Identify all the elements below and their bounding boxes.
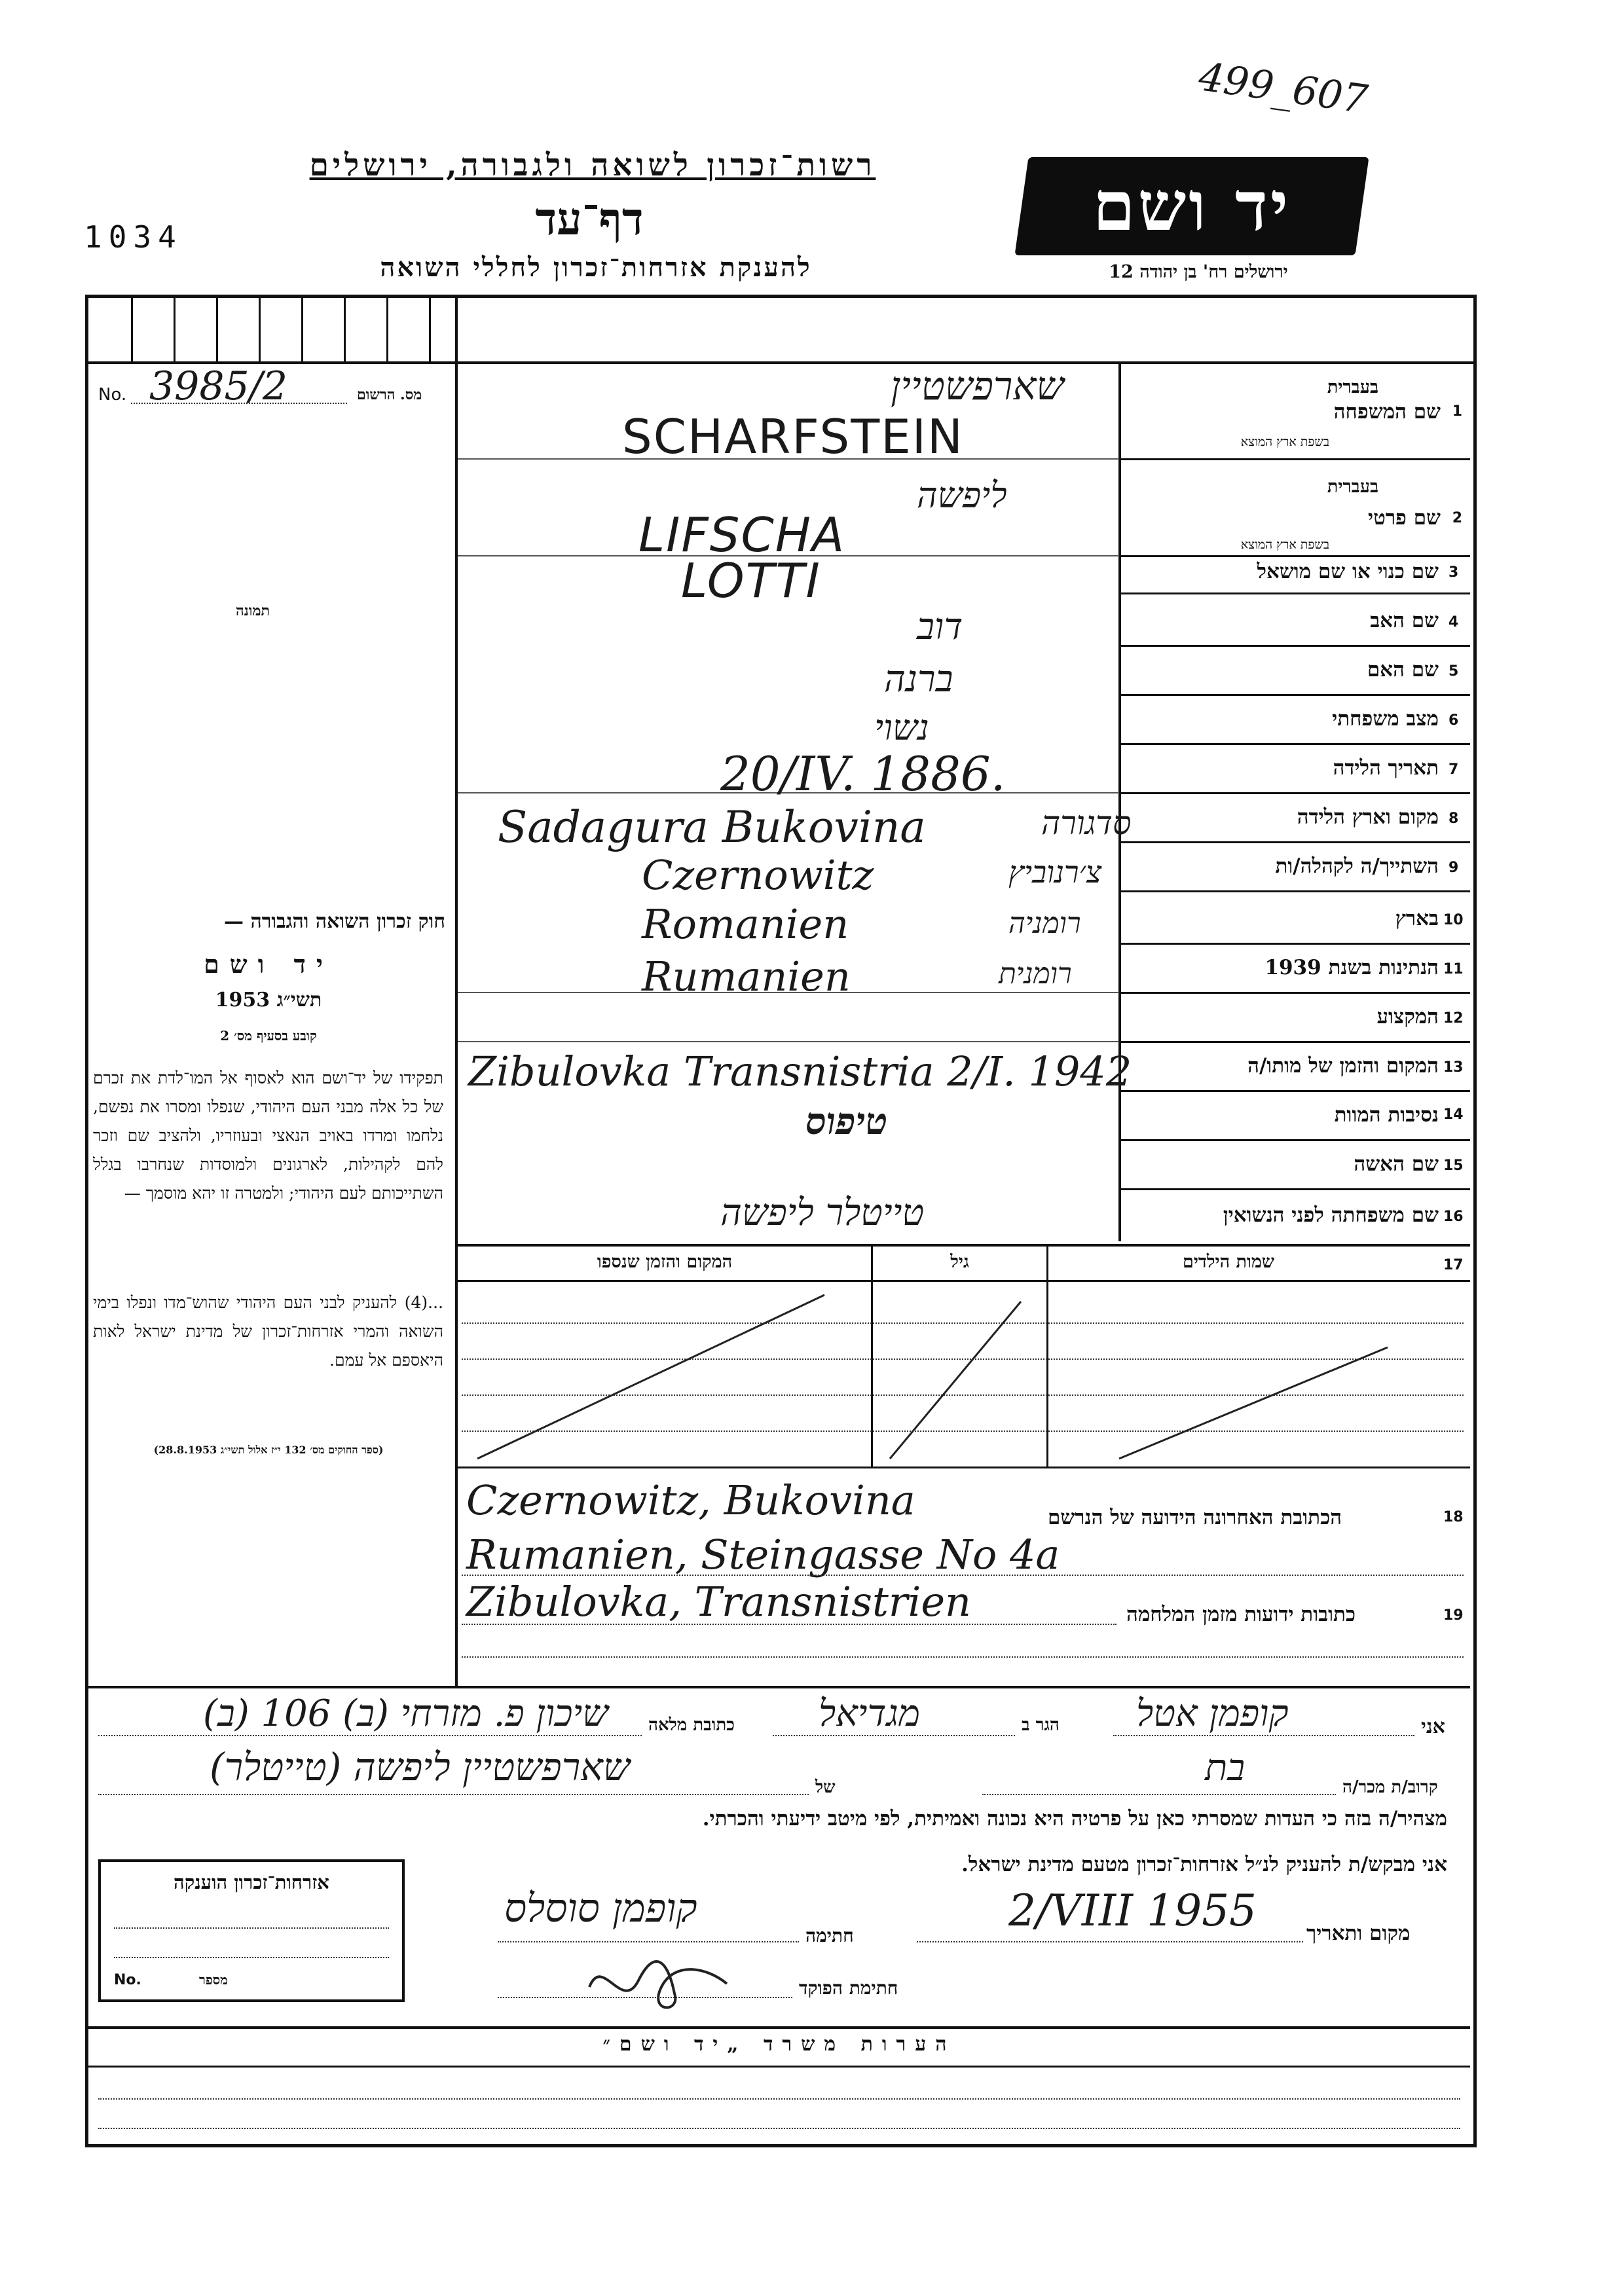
decl-place-date-label: מקום ותאריך xyxy=(1306,1922,1411,1945)
value-birth-date: 20/IV. 1886. xyxy=(720,746,1006,801)
stamp-number: 1034 xyxy=(84,219,183,255)
num-16: 16 xyxy=(1443,1209,1464,1225)
num-11: 11 xyxy=(1443,961,1464,977)
decl-full-address-label: כתובת מלאה xyxy=(648,1715,735,1735)
num-19: 19 xyxy=(1443,1607,1464,1624)
archive-number: 499_607 xyxy=(1196,54,1371,123)
value-death-place-date: Zibulovka Transnistria 2/I. 1942 xyxy=(468,1048,1132,1095)
label-birthdate: תאריך הלידה xyxy=(1333,756,1439,780)
value-community-lat: Czernowitz xyxy=(642,851,874,899)
num-15: 15 xyxy=(1443,1157,1464,1174)
value-surname-heb: שארפשטיין xyxy=(891,363,1064,409)
logo-text: יד ושם xyxy=(1092,166,1291,246)
num-8: 8 xyxy=(1449,811,1459,827)
num-6: 6 xyxy=(1449,712,1459,729)
value-firstname-lat: LIFSCHA xyxy=(638,507,846,562)
num-5: 5 xyxy=(1449,663,1459,680)
address-19-label: כתובות ידועות מזמן המלחמה xyxy=(1126,1603,1356,1626)
label-maiden-name: שם משפחתה לפני הנשואין xyxy=(1223,1203,1439,1227)
law-clause: קובע בסעיף מס׳ 2 xyxy=(220,1028,317,1044)
children-table-names-header: שמות הילדים xyxy=(1182,1252,1275,1272)
law-year: תשי״ג 1953 xyxy=(215,989,322,1011)
label-mother: שם האם xyxy=(1367,658,1439,682)
decl-ani: אני xyxy=(1421,1715,1445,1738)
decl-city: מגדיאל xyxy=(819,1692,921,1735)
children-table-strike-lines xyxy=(458,1282,1470,1467)
num-7: 7 xyxy=(1449,761,1459,778)
address-18-label: הכתובת האחרונה הידועה של הנרשם xyxy=(1048,1506,1342,1529)
citizenship-box-title: אזרחות־זכרון הוענקה xyxy=(174,1871,329,1893)
field-sublabel: בשפת ארץ המוצא xyxy=(1240,538,1329,552)
label-wife: שם האשה xyxy=(1354,1152,1439,1176)
num-9: 9 xyxy=(1449,860,1459,876)
value-firstname-heb: ליפשה xyxy=(917,475,1007,516)
checkbox-grid xyxy=(88,298,455,361)
value-nickname: LOTTI xyxy=(681,553,821,608)
value-country-heb: רומניה xyxy=(1008,907,1081,940)
label-death-place: המקום והזמן של מותו/ה xyxy=(1247,1054,1439,1078)
decl-signature: קופמן סוסלס xyxy=(504,1886,697,1931)
num-4: 4 xyxy=(1449,614,1459,630)
address-line-1: Czernowitz, Bukovina xyxy=(466,1476,915,1524)
value-community-heb: צ׳רנוביץ xyxy=(1008,854,1102,890)
law-title: חוק זכרון השואה והגבורה — xyxy=(224,910,445,933)
label-marital: מצב משפחתי xyxy=(1332,707,1439,731)
field-sublabel: בעברית xyxy=(1327,377,1378,397)
value-wife-maiden: טייטלר ליפשה xyxy=(720,1192,925,1234)
yad-vashem-logo xyxy=(1014,157,1369,255)
value-marital: נשוי xyxy=(874,707,929,748)
value-nationality-heb: רומנית xyxy=(999,957,1072,991)
org-address: ירושלים רח' בן יהודה 12 xyxy=(1109,262,1288,282)
value-father: דוב xyxy=(917,606,963,648)
law-paragraph-1: תפקידו של יד־ושם הוא לאסוף אל המו־לדת את זכרם של כל אלה מבני העם היהודי, שנפלו ומסרו את נפשם, נלחמו ומרדו באויב הנאצי ובעוזריו, ולהציב שם וזכר להם לקהילות, לארגונים ולמוסדות שנחרבו בגלל השתייכותם לעם היהודי; ולמטרה זו יהא מוסמך — xyxy=(93,1068,443,1203)
form-subtitle: להענקת אזרחות־זכרון לחללי השואה xyxy=(380,252,812,283)
label-nationality: הנתינות בשנת 1939 xyxy=(1264,956,1439,979)
form-title: דף־עד xyxy=(535,193,644,246)
label-death-circumstances: נסיבות המוות xyxy=(1334,1103,1439,1127)
label-country: בארץ xyxy=(1395,907,1439,930)
citizenship-mispar: מספר xyxy=(199,1972,228,1988)
label-nickname: שם כנוי או שם מושאל xyxy=(1257,560,1439,583)
decl-relation: בת xyxy=(1205,1747,1246,1789)
num-13: 13 xyxy=(1443,1059,1464,1076)
decl-statement-2: אני מבקש/ת להעניק לנ״ל אזרחות־זכרון מטעם מדינת ישראל. xyxy=(961,1853,1447,1876)
num-17: 17 xyxy=(1443,1257,1464,1273)
value-nationality-lat: Rumanien xyxy=(642,953,851,1000)
label-birthplace: מקום וארץ הלידה xyxy=(1297,805,1439,829)
label-profession: המקצוע xyxy=(1376,1005,1439,1029)
children-table-age-header: גיל xyxy=(950,1252,969,1272)
law-name: יד ושם xyxy=(204,949,333,979)
row-firstname xyxy=(1121,460,1470,555)
registration-heb-label: מס. הרשום xyxy=(357,386,422,403)
address-line-2: Rumanien, Steingasse No 4a xyxy=(466,1531,1060,1578)
authority-name: רשות־זכרון לשואה ולגבורה, ירושלים xyxy=(309,147,876,183)
decl-full-address: שיכון פ. מזרחי (ב) 106 (ב) xyxy=(203,1692,608,1735)
row-surname xyxy=(1121,364,1470,459)
decl-statement-1: מצהיר/ה בזה כי העדות שמסרתי כאן על פרטיה היא נכונה ואמיתית, לפי מיטב ידיעתי והכרתי. xyxy=(702,1807,1447,1831)
num-14: 14 xyxy=(1443,1106,1464,1123)
field-number: 1 xyxy=(1452,403,1462,420)
children-table-place-header: המקום והזמן שנספו xyxy=(597,1252,733,1272)
field-sublabel: בעברית xyxy=(1327,477,1378,497)
num-3: 3 xyxy=(1449,564,1459,581)
photo-label: תמונה xyxy=(236,602,270,619)
decl-officer-label: חתימת הפוקד xyxy=(799,1977,898,1999)
decl-of-label: של xyxy=(815,1777,836,1797)
value-death-circumstances: טיפוס xyxy=(805,1100,888,1143)
num-18: 18 xyxy=(1443,1509,1464,1525)
label-father: שם האב xyxy=(1370,609,1439,632)
citizenship-no-label: No. xyxy=(114,1972,141,1988)
decl-declarant: קופמן אטל xyxy=(1136,1692,1289,1735)
label-community: השתייך/ה לקהלה/ות xyxy=(1275,854,1439,878)
num-12: 12 xyxy=(1443,1010,1464,1027)
value-surname-lat: SCHARFSTEIN xyxy=(622,409,964,464)
value-mother: ברנה xyxy=(884,658,953,701)
num-10: 10 xyxy=(1443,912,1464,928)
decl-relation-label: קרוב/ת מכר/ה xyxy=(1342,1777,1438,1797)
value-country-lat: Romanien xyxy=(642,900,849,948)
field-label: שם המשפחה xyxy=(1333,400,1441,424)
field-number: 2 xyxy=(1452,510,1462,526)
citizenship-box xyxy=(98,1859,405,2002)
registration-no-label: No. xyxy=(98,385,127,405)
value-birthplace-heb: סדגורה xyxy=(1041,804,1132,842)
field-label: שם פרטי xyxy=(1367,506,1441,530)
decl-date: 2/VIII 1955 xyxy=(1008,1886,1257,1936)
officer-signature-scribble xyxy=(576,1948,773,2020)
field-sublabel: בשפת ארץ המוצא xyxy=(1240,435,1329,449)
decl-of-name: שארפשטיין ליפשה (טייטלר) xyxy=(210,1745,631,1789)
address-line-3: Zibulovka, Transnistrien xyxy=(466,1578,971,1626)
law-paragraph-2: ...(4) להעניק לבני העם היהודי שהוש־מדו ונפלו בימי השואה והמרי אזרחות־זכרון של מדינת ישראל לאות היאספם אל עמם. xyxy=(93,1293,443,1370)
law-reference: (ספר החוקים מס׳ 132 י״ז אלול תשי״ג 28.8.1953) xyxy=(153,1444,384,1456)
value-birthplace-lat: Sadagura Bukovina xyxy=(498,802,926,852)
decl-resides: הגר ב xyxy=(1022,1715,1060,1735)
registration-no-value: 3985/2 xyxy=(149,363,288,409)
decl-signature-label: חתימה xyxy=(805,1925,854,1946)
remarks-title: הערות משרד „יד ושם״ xyxy=(602,2033,956,2056)
